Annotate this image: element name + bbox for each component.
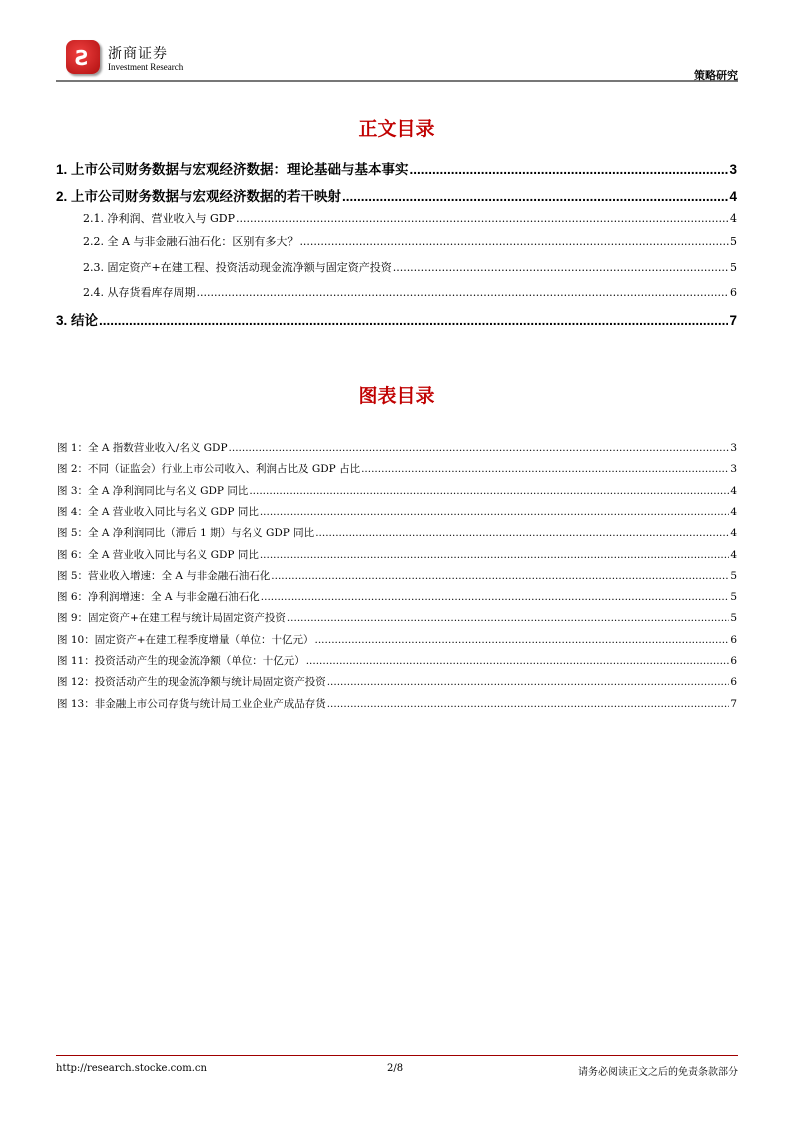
dot-leader: [287, 612, 729, 624]
figure-entry[interactable]: [57, 674, 737, 689]
dot-leader: [99, 313, 728, 328]
entry-label: 图 5：全 A 净利润同比（滞后 1 期）与名义 GDP 同比: [57, 527, 315, 540]
entry-page: 4: [730, 484, 737, 497]
entry-page: 4: [730, 212, 737, 225]
entry-label: 2.1. 净利润、营业收入与 GDP: [83, 212, 235, 225]
entry-label: 图 9：固定资产+在建工程与统计局固定资产投资: [57, 612, 286, 625]
section-label: 策略研究: [694, 69, 738, 82]
footer-disclaimer: 请务必阅读正文之后的免责条款部分: [578, 1067, 738, 1078]
entry-label: 图 3：全 A 净利润同比与名义 GDP 同比: [57, 484, 249, 497]
toc-entry[interactable]: [56, 158, 737, 178]
page-number: 2/8: [387, 1063, 404, 1074]
entry-label: 1. 上市公司财务数据与宏观经济数据：理论基础与基本事实: [56, 162, 409, 177]
dot-leader: [327, 676, 730, 688]
page-header: [56, 40, 738, 82]
entry-label: 图 11：投资活动产生的现金流净额（单位：十亿元）: [57, 655, 305, 667]
entry-page: 4: [729, 189, 737, 204]
entry-label: 图 5：营业收入增速：全 A 与非金融石油石化: [57, 569, 271, 582]
dot-leader: [260, 506, 729, 518]
dot-leader: [249, 485, 729, 497]
entry-page: 3: [730, 442, 737, 454]
toc-entry[interactable]: [56, 309, 737, 329]
footer-url[interactable]: http://research.stocke.com.cn: [56, 1063, 207, 1074]
toc-entry[interactable]: [83, 210, 737, 226]
toc-entry[interactable]: [56, 185, 737, 205]
entry-label: 图 12：投资活动产生的现金流净额与统计局固定资产投资: [57, 676, 326, 689]
entry-label: 2. 上市公司财务数据与宏观经济数据的若干映射: [56, 189, 342, 204]
figure-entry[interactable]: [57, 568, 737, 583]
entry-page: 5: [730, 261, 737, 274]
entry-label: 图 10：固定资产+在建工程季度增量（单位：十亿元）: [57, 633, 314, 646]
dot-leader: [236, 212, 729, 225]
toc-entry[interactable]: [83, 233, 737, 249]
entry-page: 7: [729, 313, 737, 328]
dot-leader: [197, 286, 730, 299]
entry-page: 6: [730, 286, 737, 299]
entry-page: 6: [730, 655, 737, 667]
entry-label: 图 2：不同（证监会）行业上市公司收入、利润占比及 GDP 占比: [57, 463, 361, 476]
entry-label: 2.4. 从存货看库存周期: [83, 286, 196, 299]
entry-page: 6: [730, 676, 737, 689]
entry-label: 图 13：非金融上市公司存货与统计局工业企业产成品存货: [57, 697, 326, 710]
dot-leader: [393, 261, 729, 274]
figure-entry[interactable]: [57, 653, 737, 668]
figure-entry[interactable]: [57, 440, 737, 455]
entry-page: 5: [730, 569, 737, 582]
dot-leader: [306, 655, 730, 667]
figures-title: 图表目录: [358, 385, 435, 407]
entry-page: 7: [730, 697, 737, 710]
figure-entry[interactable]: [57, 610, 737, 625]
dot-leader: [315, 527, 729, 539]
entry-label: 图 6：全 A 营业收入同比与名义 GDP 同比: [57, 548, 259, 561]
dot-leader: [327, 698, 730, 710]
figure-entry[interactable]: [57, 483, 737, 498]
dot-leader: [260, 549, 729, 561]
entry-page: 5: [730, 612, 737, 625]
entry-page: 3: [730, 463, 737, 476]
entry-page: 5: [730, 235, 737, 248]
page-footer: [56, 1055, 738, 1078]
company-logo-icon: Ƨ: [66, 40, 100, 74]
dot-leader: [271, 570, 729, 582]
figure-entry[interactable]: [57, 461, 737, 476]
entry-label: 图 1：全 A 指数营业收入/名义 GDP: [57, 442, 228, 454]
figure-entry[interactable]: [57, 589, 737, 604]
entry-page: 6: [730, 633, 737, 646]
dot-leader: [299, 235, 729, 248]
dot-leader: [229, 442, 730, 454]
brand-subtitle: Investment Research: [108, 62, 184, 72]
entry-label: 图 6：净利润增速：全 A 与非金融石油石化: [57, 591, 260, 604]
figure-entry[interactable]: [57, 547, 737, 562]
brand-name: 浙商证券: [108, 46, 168, 62]
entry-label: 图 4：全 A 营业收入同比与名义 GDP 同比: [57, 505, 259, 518]
entry-page: 4: [730, 505, 737, 518]
toc-entry[interactable]: [83, 259, 737, 275]
entry-label: 3. 结论: [56, 313, 99, 328]
dot-leader: [342, 189, 728, 204]
entry-page: 5: [730, 591, 737, 604]
entry-page: 4: [730, 548, 737, 561]
dot-leader: [410, 162, 729, 177]
dot-leader: [261, 591, 730, 603]
figure-entry[interactable]: [57, 504, 737, 519]
entry-label: 2.3. 固定资产+在建工程、投资活动现金流净额与固定资产投资: [83, 261, 392, 274]
figure-entry[interactable]: [57, 696, 737, 711]
toc-title: 正文目录: [358, 118, 435, 140]
dot-leader: [315, 634, 730, 646]
figure-entry[interactable]: [57, 632, 737, 647]
entry-label: 2.2. 全 A 与非金融石油石化：区别有多大？: [83, 235, 299, 248]
entry-page: 3: [729, 162, 737, 177]
dot-leader: [361, 463, 729, 475]
toc-entry[interactable]: [83, 284, 737, 300]
figure-entry[interactable]: [57, 525, 737, 540]
entry-page: 4: [730, 527, 737, 540]
